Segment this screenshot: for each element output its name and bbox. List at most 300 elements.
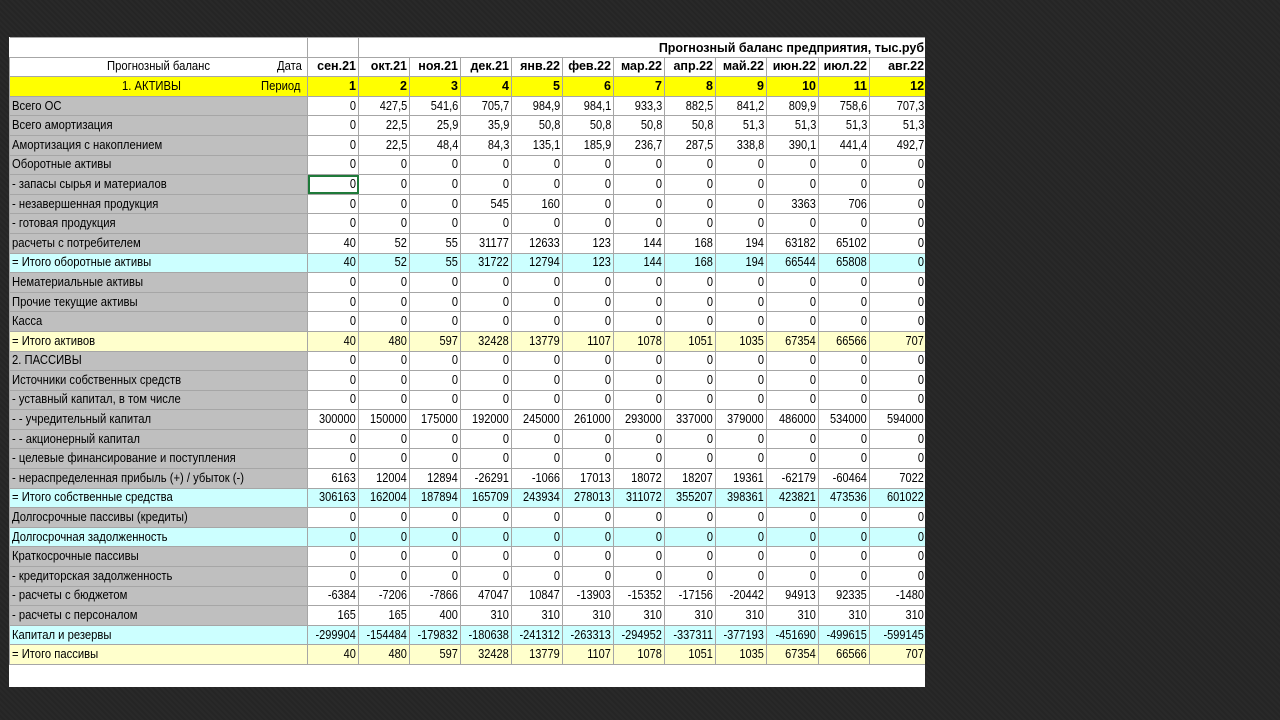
row-label-cell[interactable]	[10, 175, 308, 195]
row-label-cell[interactable]	[10, 567, 308, 587]
value-cell[interactable]	[410, 116, 461, 136]
value-cell[interactable]	[870, 645, 926, 665]
value-cell[interactable]	[716, 586, 767, 606]
value-cell[interactable]	[716, 292, 767, 312]
value-cell[interactable]	[665, 645, 716, 665]
period-number-cell[interactable]: 1	[308, 77, 359, 97]
row-label-cell[interactable]	[10, 410, 308, 430]
value-cell[interactable]	[359, 273, 410, 293]
value-cell[interactable]	[461, 567, 512, 587]
value-cell[interactable]	[819, 429, 870, 449]
value-cell[interactable]	[870, 547, 926, 567]
value-cell[interactable]	[359, 331, 410, 351]
value-cell[interactable]	[614, 292, 665, 312]
value-cell[interactable]	[716, 351, 767, 371]
value-cell[interactable]	[410, 175, 461, 195]
value-cell[interactable]	[308, 253, 359, 273]
row-label-cell[interactable]	[10, 645, 308, 665]
value-cell[interactable]	[870, 410, 926, 430]
value-cell[interactable]	[410, 429, 461, 449]
value-cell[interactable]	[308, 351, 359, 371]
value-cell[interactable]	[716, 645, 767, 665]
value-cell[interactable]	[767, 488, 819, 508]
row-label-cell[interactable]	[10, 371, 308, 391]
value-cell[interactable]	[716, 527, 767, 547]
value-cell[interactable]	[563, 547, 614, 567]
value-cell[interactable]	[461, 292, 512, 312]
row-label-cell[interactable]	[10, 96, 308, 116]
value-cell[interactable]	[716, 253, 767, 273]
value-cell[interactable]	[512, 586, 563, 606]
value-cell[interactable]	[512, 469, 563, 489]
value-cell[interactable]	[614, 194, 665, 214]
value-cell[interactable]	[819, 469, 870, 489]
value-cell[interactable]	[359, 351, 410, 371]
value-cell[interactable]	[716, 488, 767, 508]
period-number-cell[interactable]: 9	[716, 77, 767, 97]
value-cell[interactable]	[716, 194, 767, 214]
value-cell[interactable]	[819, 547, 870, 567]
value-cell[interactable]	[819, 214, 870, 234]
value-cell[interactable]	[767, 606, 819, 626]
value-cell[interactable]	[461, 488, 512, 508]
value-cell[interactable]	[665, 351, 716, 371]
value-cell[interactable]	[665, 96, 716, 116]
value-cell[interactable]	[512, 390, 563, 410]
value-cell[interactable]	[410, 645, 461, 665]
value-cell[interactable]	[767, 175, 819, 195]
value-cell[interactable]	[359, 253, 410, 273]
value-cell[interactable]	[308, 488, 359, 508]
period-number-cell[interactable]: 5	[512, 77, 563, 97]
value-cell[interactable]	[461, 469, 512, 489]
value-cell[interactable]	[512, 214, 563, 234]
value-cell[interactable]	[614, 469, 665, 489]
month-header-cell[interactable]: апр.22	[665, 57, 716, 77]
value-cell[interactable]	[870, 155, 926, 175]
row-label-cell[interactable]	[10, 449, 308, 469]
value-cell[interactable]	[563, 390, 614, 410]
value-cell[interactable]	[716, 96, 767, 116]
value-cell[interactable]	[614, 390, 665, 410]
value-cell[interactable]	[308, 547, 359, 567]
value-cell[interactable]	[665, 527, 716, 547]
value-cell[interactable]	[308, 233, 359, 253]
value-cell[interactable]	[410, 331, 461, 351]
value-cell[interactable]	[819, 410, 870, 430]
value-cell[interactable]	[870, 488, 926, 508]
value-cell[interactable]	[716, 390, 767, 410]
value-cell[interactable]	[870, 292, 926, 312]
value-cell[interactable]	[308, 116, 359, 136]
value-cell[interactable]	[716, 116, 767, 136]
value-cell[interactable]	[563, 175, 614, 195]
value-cell[interactable]	[614, 116, 665, 136]
value-cell[interactable]	[767, 312, 819, 332]
value-cell[interactable]	[410, 508, 461, 528]
value-cell[interactable]	[767, 331, 819, 351]
value-cell[interactable]	[614, 527, 665, 547]
period-number-cell[interactable]: 2	[359, 77, 410, 97]
value-cell[interactable]	[410, 547, 461, 567]
value-cell[interactable]	[819, 449, 870, 469]
month-header-cell[interactable]: окт.21	[359, 57, 410, 77]
row-label-cell[interactable]	[10, 116, 308, 136]
value-cell[interactable]	[512, 410, 563, 430]
value-cell[interactable]	[716, 135, 767, 155]
value-cell[interactable]	[716, 331, 767, 351]
value-cell[interactable]	[767, 116, 819, 136]
title-left-cell[interactable]	[10, 38, 308, 58]
value-cell[interactable]	[359, 410, 410, 430]
value-cell[interactable]	[461, 371, 512, 391]
title-spacer-cell[interactable]	[308, 38, 359, 58]
value-cell[interactable]	[870, 175, 926, 195]
value-cell[interactable]	[767, 469, 819, 489]
row-label-cell[interactable]	[10, 135, 308, 155]
value-cell[interactable]	[461, 253, 512, 273]
value-cell[interactable]	[308, 390, 359, 410]
period-number-cell[interactable]: 11	[819, 77, 870, 97]
value-cell[interactable]	[819, 567, 870, 587]
value-cell[interactable]	[359, 567, 410, 587]
value-cell[interactable]	[410, 135, 461, 155]
value-cell[interactable]	[461, 606, 512, 626]
value-cell[interactable]	[308, 312, 359, 332]
value-cell[interactable]	[614, 155, 665, 175]
value-cell[interactable]	[308, 96, 359, 116]
row-label-cell[interactable]	[10, 547, 308, 567]
value-cell[interactable]	[308, 429, 359, 449]
value-cell[interactable]	[563, 233, 614, 253]
value-cell[interactable]	[410, 273, 461, 293]
value-cell[interactable]	[563, 135, 614, 155]
month-header-cell[interactable]: июн.22	[767, 57, 819, 77]
value-cell[interactable]	[767, 253, 819, 273]
value-cell[interactable]	[308, 645, 359, 665]
value-cell[interactable]	[819, 488, 870, 508]
value-cell[interactable]	[512, 606, 563, 626]
value-cell[interactable]	[359, 135, 410, 155]
value-cell[interactable]	[308, 135, 359, 155]
value-cell[interactable]	[461, 155, 512, 175]
value-cell[interactable]	[665, 253, 716, 273]
value-cell[interactable]	[665, 175, 716, 195]
value-cell[interactable]	[359, 194, 410, 214]
value-cell[interactable]	[665, 214, 716, 234]
value-cell[interactable]	[308, 331, 359, 351]
value-cell[interactable]	[614, 175, 665, 195]
value-cell[interactable]	[614, 547, 665, 567]
value-cell[interactable]	[767, 135, 819, 155]
value-cell[interactable]	[410, 527, 461, 547]
value-cell[interactable]	[563, 625, 614, 645]
value-cell[interactable]	[870, 469, 926, 489]
value-cell[interactable]	[563, 331, 614, 351]
value-cell[interactable]	[512, 253, 563, 273]
value-cell[interactable]	[819, 351, 870, 371]
value-cell[interactable]	[614, 214, 665, 234]
header-label-cell[interactable]	[10, 57, 308, 77]
value-cell[interactable]	[512, 351, 563, 371]
value-cell[interactable]	[716, 214, 767, 234]
value-cell[interactable]	[767, 96, 819, 116]
value-cell[interactable]	[767, 567, 819, 587]
value-cell[interactable]	[461, 429, 512, 449]
value-cell[interactable]	[614, 253, 665, 273]
value-cell[interactable]	[410, 214, 461, 234]
value-cell[interactable]	[870, 273, 926, 293]
value-cell[interactable]	[870, 214, 926, 234]
value-cell[interactable]	[512, 449, 563, 469]
value-cell[interactable]	[359, 527, 410, 547]
value-cell[interactable]	[665, 194, 716, 214]
value-cell[interactable]	[614, 135, 665, 155]
value-cell[interactable]	[819, 135, 870, 155]
value-cell[interactable]	[819, 527, 870, 547]
value-cell[interactable]	[870, 527, 926, 547]
value-cell[interactable]	[563, 645, 614, 665]
value-cell[interactable]	[410, 488, 461, 508]
value-cell[interactable]	[665, 116, 716, 136]
value-cell[interactable]	[665, 155, 716, 175]
value-cell[interactable]	[614, 312, 665, 332]
value-cell[interactable]	[870, 351, 926, 371]
value-cell[interactable]	[716, 312, 767, 332]
value-cell[interactable]	[716, 371, 767, 391]
value-cell[interactable]	[870, 371, 926, 391]
value-cell[interactable]	[716, 625, 767, 645]
value-cell[interactable]	[716, 175, 767, 195]
value-cell[interactable]	[870, 233, 926, 253]
value-cell[interactable]	[512, 194, 563, 214]
value-cell[interactable]	[819, 625, 870, 645]
value-cell[interactable]	[563, 469, 614, 489]
value-cell[interactable]	[461, 214, 512, 234]
value-cell[interactable]	[410, 292, 461, 312]
value-cell[interactable]	[410, 371, 461, 391]
row-label-cell[interactable]	[10, 155, 308, 175]
row-label-cell[interactable]	[10, 233, 308, 253]
value-cell[interactable]	[359, 390, 410, 410]
value-cell[interactable]	[563, 429, 614, 449]
value-cell[interactable]	[870, 312, 926, 332]
value-cell[interactable]	[563, 96, 614, 116]
value-cell[interactable]	[308, 508, 359, 528]
value-cell[interactable]	[665, 547, 716, 567]
value-cell[interactable]	[512, 135, 563, 155]
value-cell[interactable]	[614, 429, 665, 449]
value-cell[interactable]	[563, 410, 614, 430]
month-header-cell[interactable]: июл.22	[819, 57, 870, 77]
value-cell[interactable]	[308, 449, 359, 469]
value-cell[interactable]	[767, 527, 819, 547]
value-cell[interactable]	[767, 410, 819, 430]
value-cell[interactable]	[614, 331, 665, 351]
value-cell[interactable]	[819, 155, 870, 175]
value-cell[interactable]	[410, 96, 461, 116]
value-cell[interactable]	[819, 194, 870, 214]
value-cell[interactable]	[512, 292, 563, 312]
value-cell[interactable]	[665, 390, 716, 410]
value-cell[interactable]	[359, 625, 410, 645]
value-cell[interactable]	[665, 606, 716, 626]
value-cell[interactable]	[665, 586, 716, 606]
period-number-cell[interactable]: 12	[870, 77, 926, 97]
value-cell[interactable]	[410, 233, 461, 253]
period-number-cell[interactable]: 8	[665, 77, 716, 97]
value-cell[interactable]	[614, 567, 665, 587]
value-cell[interactable]	[665, 429, 716, 449]
value-cell[interactable]	[767, 625, 819, 645]
value-cell[interactable]	[308, 155, 359, 175]
value-cell[interactable]	[767, 214, 819, 234]
value-cell[interactable]	[308, 194, 359, 214]
value-cell[interactable]	[461, 645, 512, 665]
value-cell[interactable]	[665, 488, 716, 508]
value-cell[interactable]	[819, 116, 870, 136]
value-cell[interactable]	[870, 586, 926, 606]
value-cell[interactable]	[767, 351, 819, 371]
row-label-cell[interactable]	[10, 469, 308, 489]
value-cell[interactable]	[512, 508, 563, 528]
value-cell[interactable]	[410, 410, 461, 430]
value-cell[interactable]	[614, 606, 665, 626]
value-cell[interactable]	[665, 135, 716, 155]
value-cell[interactable]	[461, 331, 512, 351]
value-cell[interactable]	[870, 606, 926, 626]
value-cell[interactable]	[665, 312, 716, 332]
value-cell[interactable]	[461, 233, 512, 253]
value-cell[interactable]	[410, 390, 461, 410]
value-cell[interactable]	[665, 273, 716, 293]
value-cell[interactable]	[767, 390, 819, 410]
value-cell[interactable]	[870, 96, 926, 116]
value-cell[interactable]	[614, 488, 665, 508]
value-cell[interactable]	[461, 586, 512, 606]
value-cell[interactable]	[563, 567, 614, 587]
value-cell[interactable]	[716, 606, 767, 626]
value-cell[interactable]	[563, 273, 614, 293]
value-cell[interactable]	[563, 194, 614, 214]
value-cell[interactable]	[614, 625, 665, 645]
row-label-cell[interactable]	[10, 273, 308, 293]
value-cell[interactable]	[870, 567, 926, 587]
value-cell[interactable]	[461, 194, 512, 214]
value-cell[interactable]	[512, 175, 563, 195]
row-label-cell[interactable]	[10, 351, 308, 371]
value-cell[interactable]	[819, 586, 870, 606]
value-cell[interactable]	[563, 253, 614, 273]
value-cell[interactable]	[308, 410, 359, 430]
value-cell[interactable]	[767, 371, 819, 391]
value-cell[interactable]	[512, 547, 563, 567]
value-cell[interactable]	[359, 233, 410, 253]
value-cell[interactable]	[614, 586, 665, 606]
value-cell[interactable]	[359, 508, 410, 528]
value-cell[interactable]	[359, 449, 410, 469]
value-cell[interactable]	[665, 410, 716, 430]
value-cell[interactable]	[716, 469, 767, 489]
value-cell[interactable]	[512, 96, 563, 116]
value-cell[interactable]	[665, 469, 716, 489]
row-label-cell[interactable]	[10, 527, 308, 547]
value-cell[interactable]	[563, 155, 614, 175]
value-cell[interactable]	[665, 567, 716, 587]
value-cell[interactable]	[767, 233, 819, 253]
value-cell[interactable]	[665, 292, 716, 312]
value-cell[interactable]	[410, 567, 461, 587]
value-cell[interactable]	[461, 508, 512, 528]
value-cell[interactable]	[819, 331, 870, 351]
value-cell[interactable]	[512, 116, 563, 136]
row-label-cell[interactable]	[10, 390, 308, 410]
value-cell[interactable]	[410, 253, 461, 273]
row-label-cell[interactable]	[10, 586, 308, 606]
value-cell[interactable]	[767, 547, 819, 567]
value-cell[interactable]	[512, 429, 563, 449]
value-cell[interactable]	[512, 488, 563, 508]
value-cell[interactable]	[819, 175, 870, 195]
value-cell[interactable]	[819, 371, 870, 391]
value-cell[interactable]	[665, 625, 716, 645]
row-label-cell[interactable]	[10, 331, 308, 351]
value-cell[interactable]	[614, 273, 665, 293]
value-cell[interactable]	[308, 292, 359, 312]
value-cell[interactable]	[767, 645, 819, 665]
value-cell[interactable]	[614, 410, 665, 430]
month-header-cell[interactable]: янв.22	[512, 57, 563, 77]
value-cell[interactable]	[308, 214, 359, 234]
value-cell[interactable]	[359, 214, 410, 234]
value-cell[interactable]	[870, 449, 926, 469]
period-number-cell[interactable]: 7	[614, 77, 665, 97]
row-label-cell[interactable]	[10, 253, 308, 273]
value-cell[interactable]	[819, 96, 870, 116]
value-cell[interactable]	[563, 312, 614, 332]
value-cell[interactable]	[308, 625, 359, 645]
month-header-cell[interactable]: май.22	[716, 57, 767, 77]
month-header-cell[interactable]: фев.22	[563, 57, 614, 77]
value-cell[interactable]	[614, 449, 665, 469]
value-cell[interactable]	[767, 508, 819, 528]
value-cell[interactable]	[767, 155, 819, 175]
value-cell[interactable]	[359, 312, 410, 332]
value-cell[interactable]	[461, 175, 512, 195]
value-cell[interactable]	[359, 371, 410, 391]
value-cell[interactable]	[359, 292, 410, 312]
value-cell[interactable]	[563, 351, 614, 371]
value-cell[interactable]	[359, 488, 410, 508]
value-cell[interactable]	[716, 233, 767, 253]
value-cell[interactable]	[359, 155, 410, 175]
value-cell[interactable]	[461, 625, 512, 645]
value-cell[interactable]	[512, 625, 563, 645]
period-label-cell[interactable]	[10, 77, 308, 97]
value-cell[interactable]	[819, 273, 870, 293]
value-cell[interactable]	[614, 233, 665, 253]
value-cell[interactable]	[665, 449, 716, 469]
row-label-cell[interactable]	[10, 625, 308, 645]
value-cell[interactable]	[716, 429, 767, 449]
value-cell[interactable]	[461, 273, 512, 293]
value-cell[interactable]	[563, 371, 614, 391]
value-cell[interactable]	[410, 449, 461, 469]
period-number-cell[interactable]: 6	[563, 77, 614, 97]
value-cell[interactable]	[359, 606, 410, 626]
value-cell[interactable]	[614, 371, 665, 391]
value-cell[interactable]	[563, 586, 614, 606]
